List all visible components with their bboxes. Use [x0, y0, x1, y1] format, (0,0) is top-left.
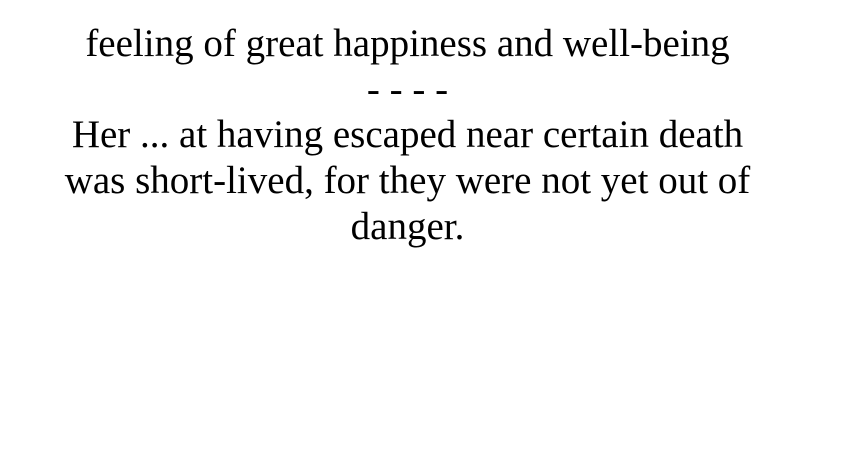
- definition-text: feeling of great happiness and well-being: [85, 22, 730, 65]
- divider-dashes: - - - -: [366, 68, 449, 111]
- example-sentence: Her ... at having escaped near certain death was short-lived, for they were not yet out of danger.: [64, 113, 751, 248]
